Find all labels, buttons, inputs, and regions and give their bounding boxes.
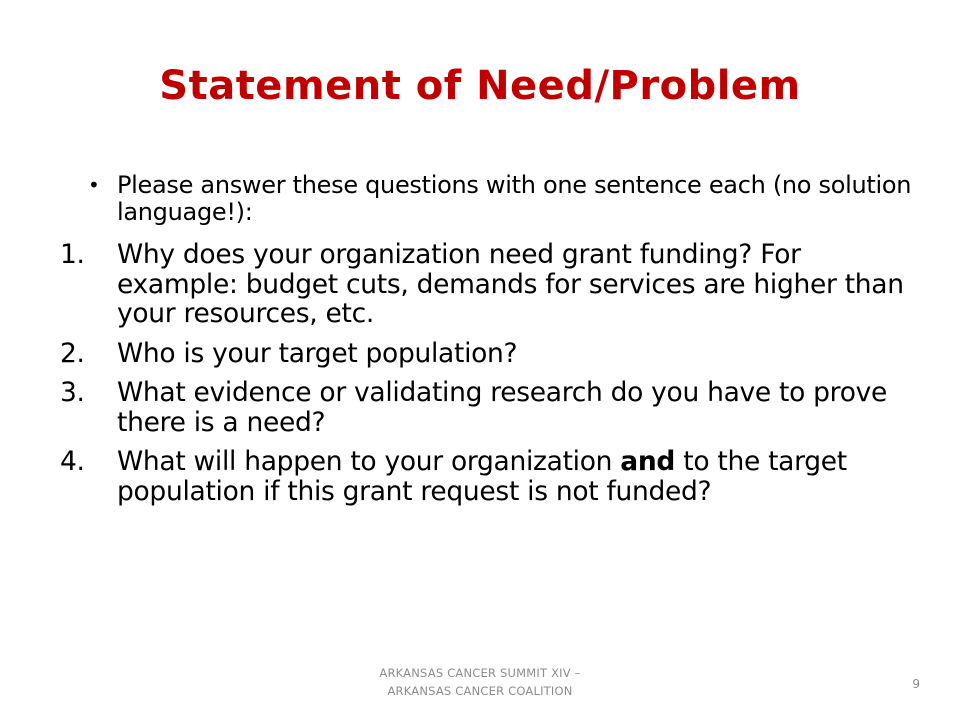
question-item-2 [60, 337, 912, 369]
question-text-before: What will happen to your organization [117, 446, 621, 477]
question-text-after: to the target population if this grant request is not funded? [117, 446, 847, 507]
bullet-icon: • [88, 173, 100, 197]
question-text: Who is your target population? [117, 337, 518, 369]
intro-bullet-text: Please answer these questions with one sentence each (no solution language!): [117, 171, 912, 226]
question-text: What evidence or validating research do you have to prove there is a need? [117, 377, 887, 438]
question-number: 3. [60, 377, 85, 408]
footer-line-2: ARKANSAS CANCER COALITION [387, 684, 573, 698]
question-number: 4. [60, 446, 85, 477]
slide-title: Statement of Need/Problem [159, 63, 801, 109]
slide-footer [330, 664, 630, 700]
page-number: 9 [912, 677, 920, 691]
footer-line-1: ARKANSAS CANCER SUMMIT XIV – [379, 666, 581, 680]
question-number: 2. [60, 337, 85, 369]
question-number: 1. [60, 239, 85, 270]
intro-bullet [88, 172, 912, 226]
slide-body [60, 171, 912, 516]
question-text-bold: and [620, 446, 676, 477]
question-text: Why does your organization need grant funding? For example: budget cuts, demands for services are higher than your resources, etc. [117, 239, 904, 329]
question-item-1 [60, 239, 912, 329]
question-item-4 [60, 446, 912, 507]
question-item-3 [60, 377, 912, 438]
